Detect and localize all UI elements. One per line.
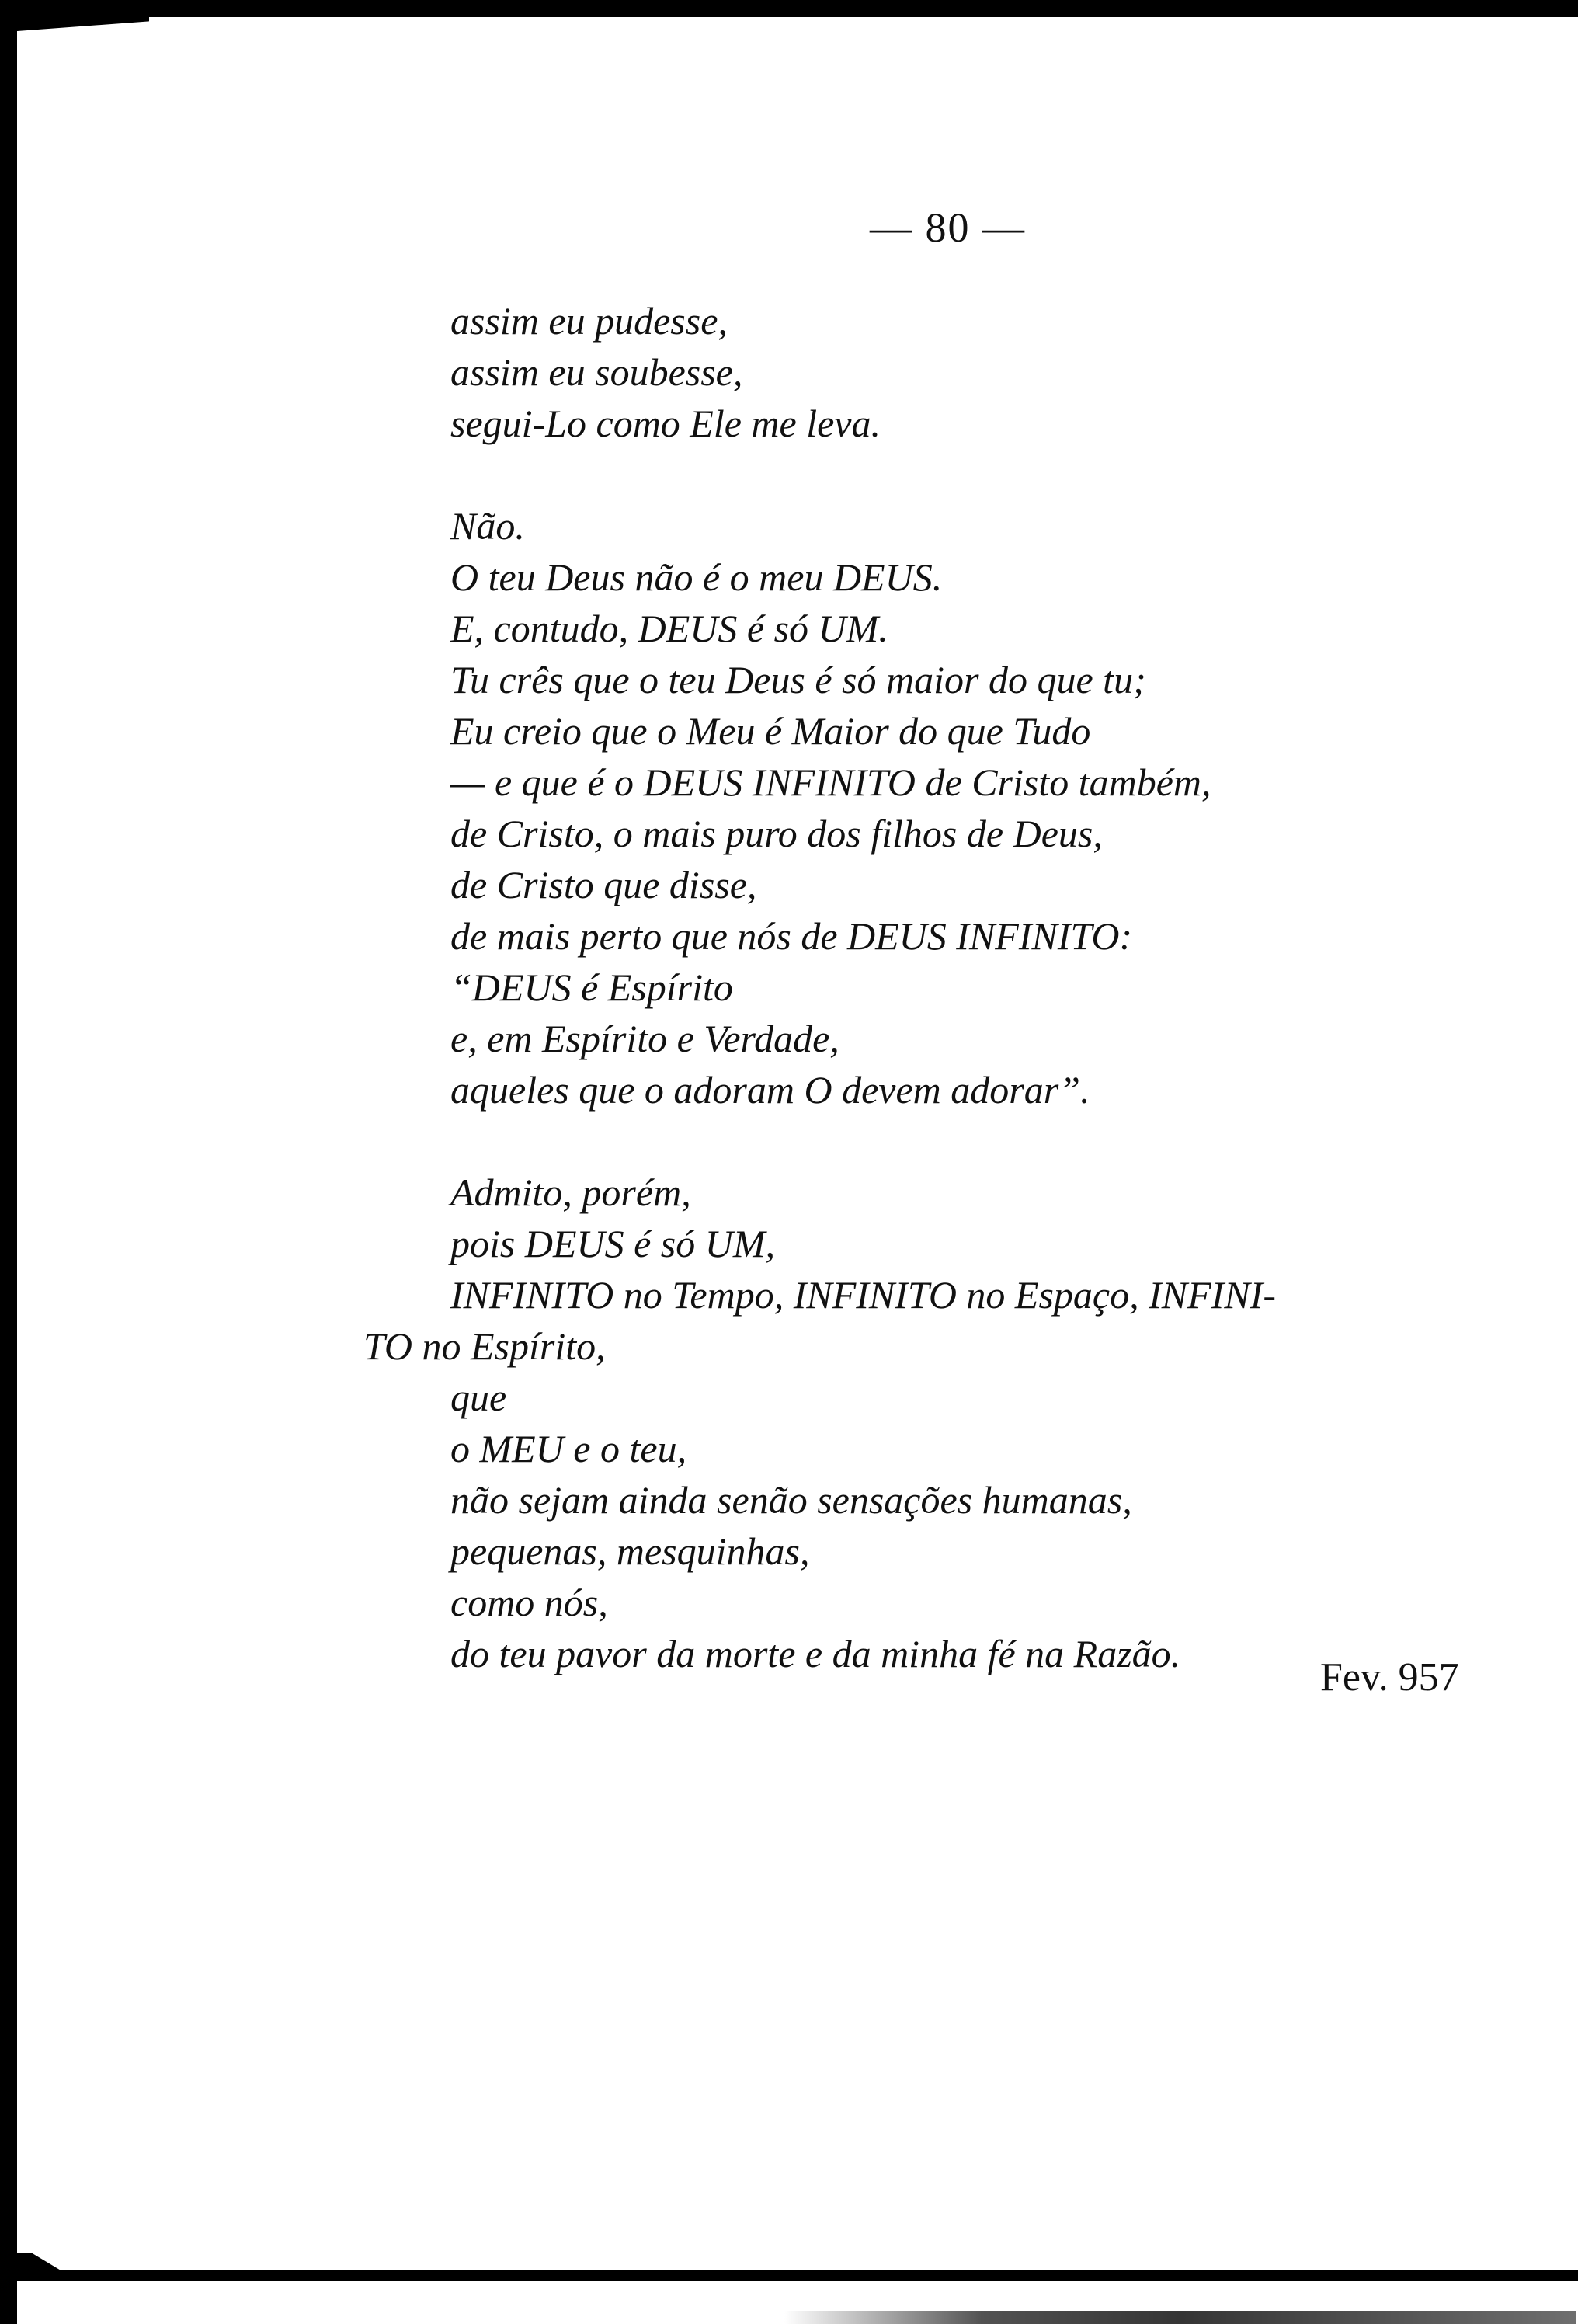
poem-line: aqueles que o adoram O devem adorar”. — [450, 1068, 1090, 1112]
poem-line: segui-Lo como Ele me leva. — [450, 402, 881, 445]
poem-line: Tu crês que o teu Deus é só maior do que tu; — [450, 658, 1146, 701]
poem-line: não sejam ainda senão sensações humanas, — [450, 1478, 1132, 1522]
poem-line: de Cristo que disse, — [450, 863, 757, 906]
stanza-2 — [450, 500, 1569, 1115]
poem-date: Fev. 957 — [1320, 1655, 1459, 1700]
poem-line: do teu pavor da morte e da minha fé na Razão. — [450, 1632, 1181, 1675]
poem-line: assim eu soubesse, — [450, 350, 743, 394]
poem-body — [363, 295, 1569, 1731]
poem-line: de mais perto que nós de DEUS INFINITO: — [450, 914, 1133, 958]
poem-line: E, contudo, DEUS é só UM. — [450, 607, 888, 650]
poem-line: Admito, porém, — [450, 1171, 691, 1214]
scan-bottom-shadow — [256, 2311, 1576, 2324]
poem-line: Não. — [450, 504, 525, 548]
poem-line: pois DEUS é só UM, — [450, 1222, 776, 1265]
poem-line-hanging: TO no Espírito, — [363, 1324, 606, 1368]
poem-line: INFINITO no Tempo, INFINITO no Espaço, INFINI- — [450, 1273, 1276, 1317]
scan-border-top-notch — [17, 17, 149, 31]
page-number: — 80 — — [870, 204, 1026, 251]
scan-border-bottom — [47, 2270, 1578, 2281]
poem-line: e, em Espírito e Verdade, — [450, 1017, 839, 1060]
poem-line: O teu Deus não é o meu DEUS. — [450, 555, 943, 599]
poem-line: — e que é o DEUS INFINITO de Cristo também, — [450, 760, 1211, 804]
poem-line: pequenas, mesquinhas, — [450, 1529, 810, 1573]
poem-line: como nós, — [450, 1581, 608, 1624]
poem-line: que — [450, 1376, 507, 1419]
poem-line: o MEU e o teu, — [450, 1427, 687, 1470]
poem-line: assim eu pudesse, — [450, 299, 728, 343]
stanza-1 — [450, 295, 1569, 449]
scan-border-left — [0, 0, 17, 2324]
scan-border-top — [0, 0, 1578, 17]
scan-border-bottom-corner — [17, 2253, 64, 2281]
poem-line: Eu creio que o Meu é Maior do que Tudo — [450, 709, 1091, 753]
poem-line: de Cristo, o mais puro dos filhos de Deus, — [450, 812, 1103, 855]
poem-line: “DEUS é Espírito — [450, 965, 733, 1009]
stanza-3 — [363, 1167, 1569, 1679]
